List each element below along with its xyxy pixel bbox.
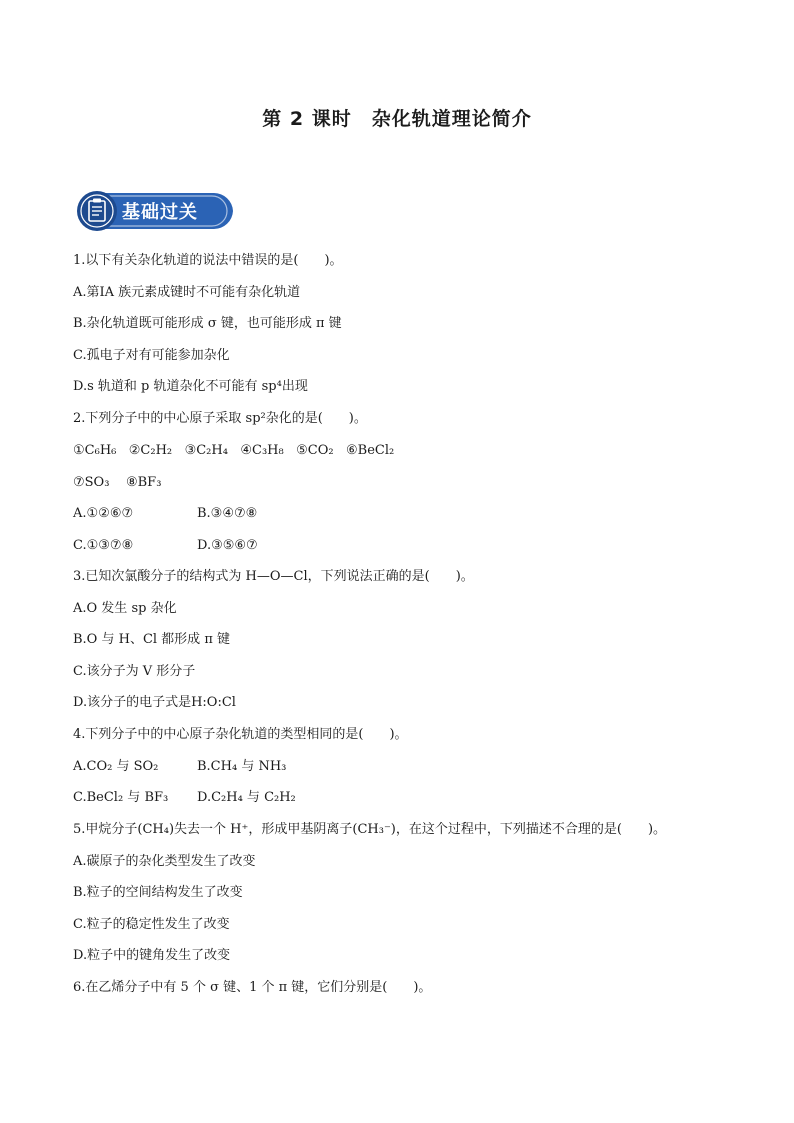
clipboard-icon — [76, 190, 118, 232]
question-4-options-row1 — [73, 758, 287, 776]
question-4-stem: 4.下列分子中的中心原子杂化轨道的类型相同的是( )。 — [73, 727, 408, 742]
question-2-option-d: D.③⑤⑥⑦ — [197, 538, 258, 553]
question-2-option-b: B.③④⑦⑧ — [197, 506, 258, 521]
item-1: ①C₆H₆ — [73, 443, 117, 458]
item-6: ⑥BeCl₂ — [346, 443, 395, 458]
banner-label: 基础过关 — [122, 202, 198, 223]
page-title: 第 2 课时 杂化轨道理论简介 — [262, 108, 532, 130]
question-4-option-c: C.BeCl₂ 与 BF₃ — [73, 790, 169, 805]
question-1-option-a: A.第ⅠA 族元素成键时不可能有杂化轨道 — [73, 285, 301, 300]
question-1-option-b: B.杂化轨道既可能形成 σ 键，也可能形成 π 键 — [73, 316, 342, 331]
section-banner — [76, 190, 234, 232]
question-4-option-a: A.CO₂ 与 SO₂ — [73, 759, 159, 774]
question-5-option-b: B.粒子的空间结构发生了改变 — [73, 885, 243, 900]
question-3-option-b: B.O 与 H、Cl 都形成 π 键 — [73, 632, 230, 647]
question-2-items-row2 — [73, 474, 161, 492]
item-2: ②C₂H₂ — [128, 443, 173, 458]
question-2-stem: 2.下列分子中的中心原子采取 sp²杂化的是( )。 — [73, 411, 367, 426]
question-1-stem: 1.以下有关杂化轨道的说法中错误的是( )。 — [73, 253, 343, 268]
question-2-items-row1 — [73, 442, 394, 460]
question-2-option-a: A.①②⑥⑦ — [73, 506, 134, 521]
question-3-option-d: D.该分子的电子式是H:O:Cl — [73, 695, 236, 710]
question-4-option-b: B.CH₄ 与 NH₃ — [197, 759, 287, 774]
question-3-stem: 3.已知次氯酸分子的结构式为 H—O—Cl，下列说法正确的是( )。 — [73, 569, 474, 584]
item-8: ⑧BF₃ — [125, 475, 162, 490]
question-2-options-row1 — [73, 505, 258, 523]
question-4-option-d: D.C₂H₄ 与 C₂H₂ — [197, 790, 296, 805]
question-2-options-row2 — [73, 537, 258, 555]
question-5-option-a: A.碳原子的杂化类型发生了改变 — [73, 854, 256, 869]
question-1-option-d: D.s 轨道和 p 轨道杂化不可能有 sp⁴出现 — [73, 379, 308, 394]
question-3-option-c: C.该分子为 V 形分子 — [73, 664, 196, 679]
question-3-option-a: A.O 发生 sp 杂化 — [73, 601, 177, 616]
item-3: ③C₂H₄ — [184, 443, 228, 458]
question-5-option-c: C.粒子的稳定性发生了改变 — [73, 917, 230, 932]
question-1-option-c: C.孤电子对有可能参加杂化 — [73, 348, 230, 363]
item-5: ⑤CO₂ — [296, 443, 334, 458]
item-4: ④C₃H₈ — [240, 443, 284, 458]
question-5-option-d: D.粒子中的键角发生了改变 — [73, 948, 231, 963]
question-6-stem: 6.在乙烯分子中有 5 个 σ 键、1 个 π 键，它们分别是( )。 — [73, 980, 432, 995]
question-2-option-c: C.①③⑦⑧ — [73, 538, 134, 553]
question-4-options-row2 — [73, 789, 296, 807]
item-7: ⑦SO₃ — [73, 475, 110, 490]
question-5-stem: 5.甲烷分子(CH₄)失去一个 H⁺，形成甲基阴离子(CH₃⁻)，在这个过程中，下列描述不合理的是( )。 — [73, 822, 667, 837]
